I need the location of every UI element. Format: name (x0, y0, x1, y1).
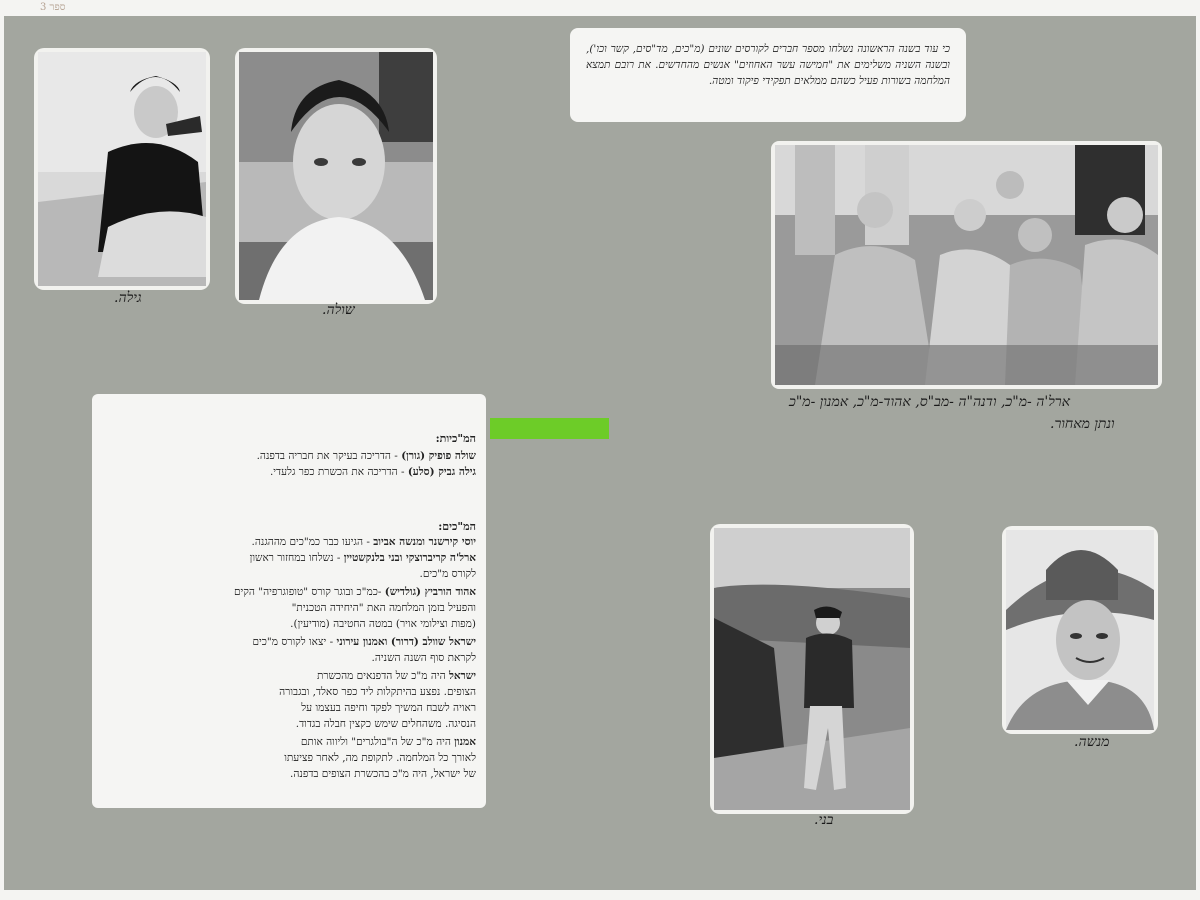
text-line: לאורך כל המלחמה. לתקופת מה, לאחר פציעתו (284, 752, 476, 764)
caption-menashe: מנשה. (1074, 734, 1110, 750)
text-line: הצופים. נפצע בהיתקלות ליד כפר סאלד, ובגבורה (279, 686, 476, 698)
green-marker (490, 418, 609, 439)
photo-menashe (1006, 530, 1154, 730)
text-line: לקראת סוף השנה השניה. (371, 652, 476, 664)
text-line: ישראל שוולב (דרור) ואמנון עירוני - יצאו לקורס מ"כים (252, 636, 476, 648)
text-line: ישראל היה מ"כ של הדפנאים מהכשרת (316, 670, 476, 682)
text-line: אמנון היה מ"כ של ה"בולגרים" וליווה אותם (300, 736, 476, 748)
section-title-commanders: המ"כים: (438, 520, 476, 533)
text-line: ראויה לשבח המשיך לפקד וחיפה בעצמו על (301, 702, 476, 714)
text-line: (מפות וצילומי אויר) במטה החטיבה (מודיעין). (290, 618, 476, 630)
text-line: ארל'ה קריברוצקי ובני בלנקשטיין - נשלחו במחזור ראשון (249, 552, 476, 564)
section-title-female-commanders: המ"כיות: (435, 432, 476, 445)
intro-text: כי עוד בשנה הראשונה נשלחו מספר חברים לקורסים שונים (מ"כים, מד"סים, קשר וכו'), ובשנה השניה משלימים את "חמישה עשר האחוזים" אנשים מהחדשים. את רובם תמצא המלחמה בשורות פעיל כשהם ממלאים תפקידי פיקוד ומטה. (586, 43, 950, 87)
text-line: יוסי קירשנר ומנשה אביוב - הגיעו כבר כמ"כים מההגנה. (251, 536, 476, 548)
text-line: אהוד הורביץ (גולדיש) -כמ"כ ובוגר קורס "טופוגרפיה" הקים (233, 586, 476, 598)
text-line: הנסיגה. משהחלים שימש כקצין חבלה בגדוד. (295, 718, 476, 730)
intro-text-card (570, 28, 966, 122)
corner-pencil-note: ספר 3 (40, 2, 66, 13)
names-text-card (92, 394, 486, 808)
caption-group-line2: ונתן מאחור. (1050, 416, 1115, 432)
text-line: והפעיל בזמן המלחמה האת "היחידה הטכנית" (291, 602, 476, 614)
text-line: גילה גביק (סלע) - הדריכה את הכשרת כפר גלעדי. (269, 466, 476, 478)
caption-gila: גילה. (114, 290, 142, 306)
text-line: של ישראל, היה מ"כ בהכשרת הצופים בדפנה. (290, 768, 476, 780)
caption-beni: בני. (814, 812, 834, 828)
photo-beni (714, 528, 910, 810)
text-line: שולה פופיק (גורן) - הדריכה בעיקר את חבריה בדפנה. (256, 450, 476, 462)
photo-group (775, 145, 1158, 385)
caption-group-line1: ארל'ה -מ"כ, ודנה"ה -מב"ס, אהוד-מ"כ, אמנון -מ"כ (789, 394, 1071, 410)
caption-shula: שולה. (322, 302, 355, 318)
text-line: לקורס מ"כים. (419, 568, 476, 580)
photo-gila (38, 52, 206, 286)
photo-shula (239, 52, 433, 300)
